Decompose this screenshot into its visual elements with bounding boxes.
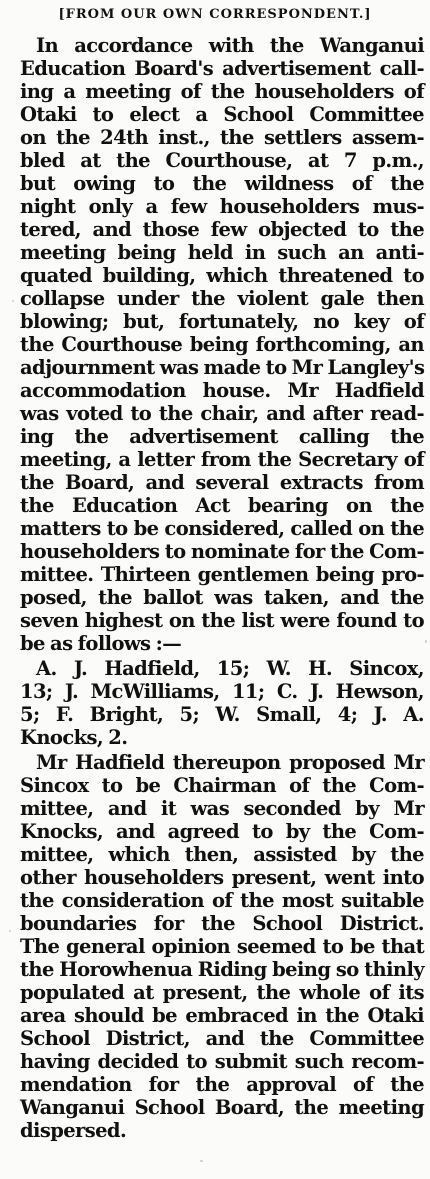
text-line: meeting being held in such an anti- [20,241,424,264]
text-line: ing a meeting of the householders of [20,80,424,103]
text-line: the Courthouse being forthcoming, an [20,333,424,356]
text-line: mittee. Thirteen gentlemen being pro- [20,563,424,586]
text-line: quated building, which threatened to [20,264,424,287]
text-line: bled at the Courthouse, at 7 p.m., [20,149,424,172]
print-speck [9,930,11,932]
text-line: boundaries for the School District. [20,912,424,935]
text-line: area should be embraced in the Otaki [20,1004,424,1027]
text-line: The general opinion seemed to be that [20,935,424,958]
text-line: mittee, which then, assisted by the [20,843,424,866]
text-line: Mr Hadfield thereupon proposed Mr [36,751,424,774]
text-line: meeting, a letter from the Secretary of [20,448,424,471]
text-line: be as follows :— [20,632,182,655]
text-line: the Board, and several extracts from [20,471,424,494]
text-line: Wanganui School Board, the meeting [20,1096,424,1119]
text-line: blowing; but, fortunately, no key of [20,310,424,333]
text-line: accommodation house. Mr Hadfield [20,379,424,402]
text-line: tered, and those few objected to the [20,218,424,241]
text-line: seven highest on the list were found to [20,609,424,632]
text-line: Knocks, 2. [20,726,128,749]
text-line: mittee, and it was seconded by Mr [20,797,424,820]
text-line: posed, the ballot was taken, and the [20,586,424,609]
text-line: on the 24th inst., the settlers assem- [20,126,424,149]
print-speck [12,300,14,302]
text-line: matters to be considered, called on the [20,517,424,540]
text-line: the Horowhenua Riding being so thinly [20,958,424,981]
text-line: Otaki to elect a School Committee [20,103,424,126]
text-line: Education Board's advertisement call- [20,57,424,80]
text-line: Sincox to be Chairman of the Com- [20,774,424,797]
text-line: 13; J. McWilliams, 11; C. J. Hewson, [20,680,424,703]
text-line: dispersed. [20,1119,127,1142]
text-line: ing the advertisement calling the [20,425,424,448]
text-line: householders to nominate for the Com- [20,540,424,563]
text-line: collapse under the violent gale then [20,287,424,310]
correspondent-header: [FROM OUR OWN CORRESPONDENT.] [58,7,372,22]
text-line: was voted to the chair, and after read- [20,402,424,425]
text-line: mendation for the approval of the [20,1073,424,1096]
text-line: Knocks, and agreed to by the Com- [20,820,424,843]
print-speck [200,1160,203,1162]
text-line: In accordance with the Wanganui [36,34,424,57]
text-line: adjournment was made to Mr Langley's [20,356,425,379]
text-line: but owing to the wildness of the [20,172,424,195]
text-line: populated at present, the whole of its [20,981,424,1004]
text-line: 5; F. Bright, 5; W. Small, 4; J. A. [20,703,424,726]
print-speck [425,640,427,643]
text-line: the consideration of the most suitable [20,889,424,912]
text-line: School District, and the Committee [20,1027,424,1050]
text-line: night only a few householders mus- [20,195,424,218]
text-line: other householders present, went into [20,866,424,889]
text-line: having decided to submit such recom- [20,1050,424,1073]
text-line: the Education Act bearing on the [20,494,424,517]
text-line: A. J. Hadfield, 15; W. H. Sincox, [36,657,424,680]
